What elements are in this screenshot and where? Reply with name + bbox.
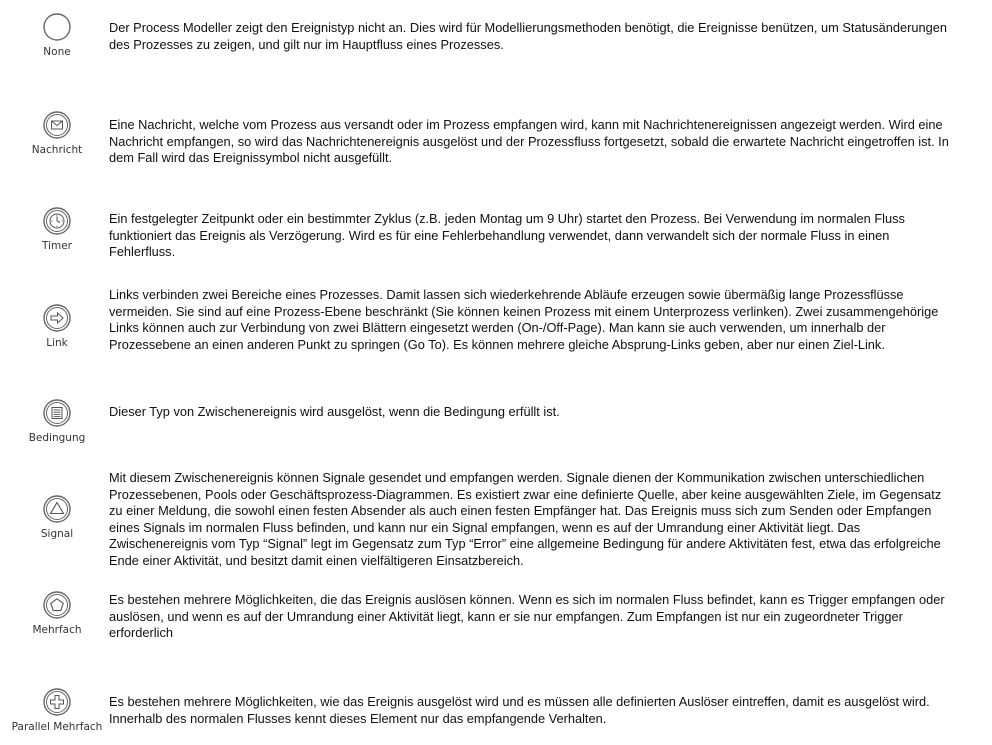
event-icon-block xyxy=(0,206,114,252)
plus-icon xyxy=(42,687,72,717)
event-description: Dieser Typ von Zwischenereignis wird ausgelöst, wenn die Bedingung erfüllt ist. xyxy=(109,404,560,419)
event-label: Mehrfach xyxy=(32,624,82,636)
event-description: Es bestehen mehrere Möglichkeiten, wie das Ereignis ausgelöst wird und es müssen alle definierten Auslöser eintreffen, damit es ausgelöst wird. Innerhalb des normalen Flusses kennt dieses Element nur das empfangende Verhalten. xyxy=(109,694,930,726)
condition-lines-icon xyxy=(42,398,72,428)
event-label: Parallel Mehrfach xyxy=(11,721,103,733)
event-label: Bedingung xyxy=(28,432,86,444)
none-event-icon xyxy=(42,12,72,42)
event-icon-block xyxy=(0,398,114,444)
event-icon-block xyxy=(0,494,114,540)
event-description: Es bestehen mehrere Möglichkeiten, die das Ereignis auslösen können. Wenn es sich im normalen Fluss befindet, kann es Trigger empfangen oder auslösen, und wenn es auf der Umrandung einer Aktivität liegt, kann er sie nur empfangen. Zum Empfangen ist nur ein zugeordneter Trigger erforderlich xyxy=(109,592,945,641)
envelope-icon xyxy=(42,110,72,140)
event-icon-block xyxy=(0,110,114,156)
event-description: Links verbinden zwei Bereiche eines Prozesses. Damit lassen sich wiederkehrende Abläufe erzeugen sowie übermäßig lange Prozessflüsse vermeiden. Sie sind auf eine Prozess-Ebene beschränkt (Sie können keinen Prozess mit einem Unterprozess verlinken). Zwei zusammengehörige Links können auch zur Verbindung von zwei Blättern eingesetzt werden (On-/Off-Page). Man kann sie auch verwenden, um innerhalb der Prozessebene an einen anderen Punkt zu springen (Go To). Es können mehrere gleiche Absprung-Links geben, aber nur einen Ziel-Link. xyxy=(109,287,939,352)
event-description: Ein festgelegter Zeitpunkt oder ein bestimmter Zyklus (z.B. jeden Montag um 9 Uhr) startet den Prozess. Bei Verwendung im normalen Fluss funktioniert das Ereignis als Verzögerung. Wird es für eine Fehlerbehandlung verwendet, dann verwandelt sich der normale Fluss in einen Fehlerfluss. xyxy=(109,211,905,260)
triangle-icon xyxy=(42,494,72,524)
event-icon-block xyxy=(0,687,114,733)
event-label: Timer xyxy=(41,240,72,252)
event-description: Der Process Modeller zeigt den Ereignistyp nicht an. Dies wird für Modellierungsmethoden benötigt, die Ereignisse benützen, um Statusänderungen des Prozesses zu zeigen, und gilt nur im Hauptfluss eines Prozesses. xyxy=(109,20,947,52)
event-label: None xyxy=(43,46,71,58)
event-label: Link xyxy=(46,337,68,349)
event-description: Eine Nachricht, welche vom Prozess aus versandt oder im Prozess empfangen wird, kann mit Nachrichtenereignissen angezeigt werden. Wird eine Nachricht empfangen, so wird das Nachrichtenereignis ausgelöst und der Prozessfluss fortgesetzt, sobald die erwartete Nachricht eingetroffen ist. In dem Fall wird das Ereignissymbol nicht ausgefüllt. xyxy=(109,117,949,166)
pentagon-icon xyxy=(42,590,72,620)
event-label: Signal xyxy=(40,528,74,540)
event-label: Nachricht xyxy=(31,144,83,156)
event-description: Mit diesem Zwischenereignis können Signale gesendet und empfangen werden. Signale dienen der Kommunikation zwischen unterschiedlichen Prozessebenen, Pools oder Geschäftsprozess-Diagrammen. Es existiert zwar eine definierte Quelle, aber keine ausgewählten Ziele, im Gegensatz zu einer Meldung, die sowohl einen festen Absender als auch einen festen Empfänger hat. Das Ereignis muss sich zum Senden oder Empfangen eines Signals im normalen Fluss befinden, und kann nur ein Signal empfangen, wenn es auf der Umrandung einer Aktivität liegt. Das Zwischenereignis vom Typ “Signal” legt im Gegensatz zum Typ “Error” eine allgemeine Bedingung für andere Aktivitäten fest, etwa das erfolgreiche Ende einer Aktivität, und besitzt damit einen vielfältigeren Einsatzbereich. xyxy=(109,470,942,568)
event-icon-block xyxy=(0,12,114,58)
arrow-right-icon xyxy=(42,303,72,333)
event-icon-block xyxy=(0,303,114,349)
event-icon-block xyxy=(0,590,114,636)
clock-icon xyxy=(42,206,72,236)
